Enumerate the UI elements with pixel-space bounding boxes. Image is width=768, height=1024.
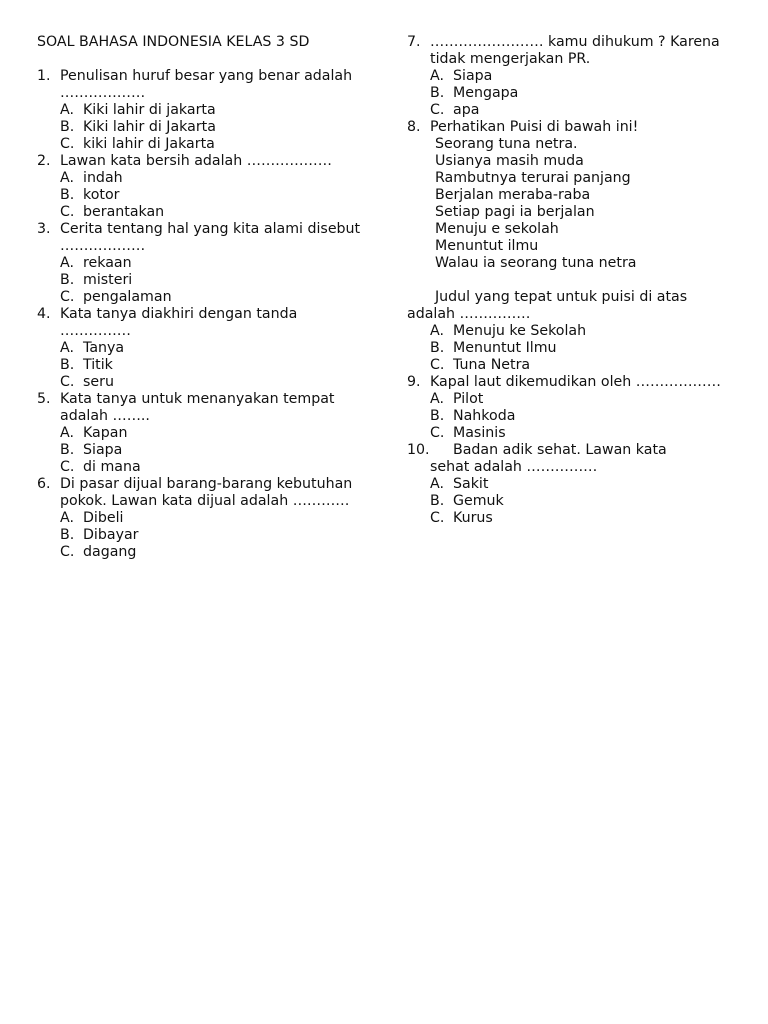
option-letter: C. <box>60 544 75 560</box>
option-letter: A. <box>60 170 74 186</box>
question-9 <box>407 374 737 442</box>
option-letter: A. <box>430 323 444 339</box>
left-column <box>37 34 367 561</box>
question-10 <box>407 442 737 527</box>
option-text: apa <box>453 102 480 118</box>
option-c <box>37 544 367 561</box>
poem-line: Rambutnya terurai panjang <box>435 170 631 186</box>
question-4 <box>37 306 367 391</box>
option-b <box>37 187 367 204</box>
option-text: indah <box>83 170 123 186</box>
option-text: dagang <box>83 544 137 560</box>
option-text: Kurus <box>453 510 493 526</box>
option-letter: A. <box>60 255 74 271</box>
option-text: Pilot <box>453 391 484 407</box>
option-letter: C. <box>60 459 75 475</box>
option-b <box>37 272 367 289</box>
option-c <box>407 102 737 119</box>
question-5 <box>37 391 367 476</box>
option-letter: C. <box>430 510 445 526</box>
option-letter: B. <box>60 527 75 543</box>
page-title: SOAL BAHASA INDONESIA KELAS 3 SD <box>37 34 310 50</box>
option-c <box>407 510 737 527</box>
option-letter: B. <box>430 85 445 101</box>
poem-question-continued: adalah …………… <box>407 306 531 322</box>
option-c <box>37 289 367 306</box>
option-text: Nahkoda <box>453 408 516 424</box>
question-1 <box>37 68 367 153</box>
option-a <box>37 170 367 187</box>
option-text: di mana <box>83 459 141 475</box>
option-letter: A. <box>430 391 444 407</box>
option-b <box>37 527 367 544</box>
poem-line: Walau ia seorang tuna netra <box>435 255 637 271</box>
option-letter: B. <box>60 119 75 135</box>
question-number: 5. <box>37 391 51 407</box>
option-text: pengalaman <box>83 289 172 305</box>
option-letter: B. <box>430 493 445 509</box>
option-text: misteri <box>83 272 133 288</box>
poem <box>407 136 737 272</box>
option-letter: A. <box>60 425 74 441</box>
option-text: Menuntut Ilmu <box>453 340 557 356</box>
question-8 <box>407 119 737 374</box>
option-c <box>37 374 367 391</box>
option-letter: A. <box>60 340 74 356</box>
option-letter: C. <box>430 102 445 118</box>
option-letter: B. <box>60 187 75 203</box>
option-text: Kiki lahir di Jakarta <box>83 119 216 135</box>
question-number: 9. <box>407 374 421 390</box>
option-text: Kapan <box>83 425 128 441</box>
option-a <box>37 425 367 442</box>
question-number: 8. <box>407 119 421 135</box>
option-letter: B. <box>60 442 75 458</box>
option-letter: B. <box>430 408 445 424</box>
poem-line: Menuntut ilmu <box>435 238 539 254</box>
option-a <box>407 68 737 85</box>
option-b <box>407 85 737 102</box>
option-letter: C. <box>430 425 445 441</box>
question-number: 10. <box>407 442 430 458</box>
option-letter: B. <box>60 272 75 288</box>
option-letter: A. <box>60 102 74 118</box>
poem-question: Judul yang tepat untuk puisi di atas <box>435 289 688 305</box>
poem-line: Menuju e sekolah <box>435 221 559 237</box>
option-a <box>407 323 737 340</box>
option-text: kotor <box>83 187 120 203</box>
poem-line: Setiap pagi ia berjalan <box>435 204 595 220</box>
option-letter: C. <box>430 357 445 373</box>
option-a <box>37 510 367 527</box>
option-letter: C. <box>60 374 75 390</box>
option-letter: C. <box>60 204 75 220</box>
question-text-continued: sehat adalah …………… <box>430 459 598 475</box>
option-c <box>37 459 367 476</box>
question-number: 1. <box>37 68 51 84</box>
option-text: Menuju ke Sekolah <box>453 323 587 339</box>
option-a <box>37 255 367 272</box>
option-letter: B. <box>60 357 75 373</box>
option-text: Sakit <box>453 476 489 492</box>
poem-line: Seorang tuna netra. <box>435 136 578 152</box>
option-text: Tuna Netra <box>453 357 531 373</box>
option-letter: A. <box>430 476 444 492</box>
option-text: Masinis <box>453 425 506 441</box>
question-text: Penulisan huruf besar yang benar adalah ……………… <box>60 68 353 101</box>
option-b <box>37 119 367 136</box>
option-b <box>37 442 367 459</box>
question-number: 6. <box>37 476 51 492</box>
poem-line: Usianya masih muda <box>435 153 584 169</box>
question-number: 4. <box>37 306 51 322</box>
option-text: seru <box>83 374 114 390</box>
option-a <box>407 476 737 493</box>
option-a <box>37 102 367 119</box>
option-text: Kiki lahir di jakarta <box>83 102 216 118</box>
option-text: Titik <box>83 357 113 373</box>
question-text: …………………… kamu dihukum ? Karena tidak mengerjakan PR. <box>430 34 720 67</box>
question-number: 2. <box>37 153 51 169</box>
option-text: kiki lahir di Jakarta <box>83 136 215 152</box>
option-text: berantakan <box>83 204 165 220</box>
question-6 <box>37 476 367 561</box>
question-7 <box>407 34 737 119</box>
option-text: Siapa <box>453 68 493 84</box>
poem-line: Berjalan meraba-raba <box>435 187 591 203</box>
question-text: Badan adik sehat. Lawan kata <box>453 442 667 458</box>
option-c <box>37 136 367 153</box>
option-letter: A. <box>60 510 74 526</box>
option-text: Dibayar <box>83 527 139 543</box>
question-text: Di pasar dijual barang-barang kebutuhan pokok. Lawan kata dijual adalah ………… <box>60 476 353 509</box>
question-text: Lawan kata bersih adalah ……………… <box>60 153 332 169</box>
option-text: rekaan <box>83 255 132 271</box>
option-b <box>407 340 737 357</box>
spacer <box>407 272 737 289</box>
option-text: Mengapa <box>453 85 519 101</box>
question-text: Kata tanya untuk menanyakan tempat adalah …….. <box>60 391 335 424</box>
option-text: Siapa <box>83 442 123 458</box>
question-text: Kapal laut dikemudikan oleh ……………… <box>430 374 721 390</box>
question-2 <box>37 153 367 221</box>
option-text: Tanya <box>83 340 125 356</box>
right-column <box>407 34 737 527</box>
question-number: 3. <box>37 221 51 237</box>
option-text: Gemuk <box>453 493 504 509</box>
question-3 <box>37 221 367 306</box>
option-a <box>407 391 737 408</box>
option-b <box>407 493 737 510</box>
question-text: Kata tanya diakhiri dengan tanda …………… <box>60 306 298 339</box>
option-a <box>37 340 367 357</box>
question-number: 7. <box>407 34 421 50</box>
option-text: Dibeli <box>83 510 124 526</box>
question-text: Perhatikan Puisi di bawah ini! <box>430 119 639 135</box>
option-c <box>407 357 737 374</box>
question-text: Cerita tentang hal yang kita alami disebut ……………… <box>60 221 361 254</box>
option-b <box>407 408 737 425</box>
option-letter: C. <box>60 136 75 152</box>
option-c <box>37 204 367 221</box>
option-b <box>37 357 367 374</box>
option-c <box>407 425 737 442</box>
option-letter: B. <box>430 340 445 356</box>
option-letter: A. <box>430 68 444 84</box>
option-letter: C. <box>60 289 75 305</box>
